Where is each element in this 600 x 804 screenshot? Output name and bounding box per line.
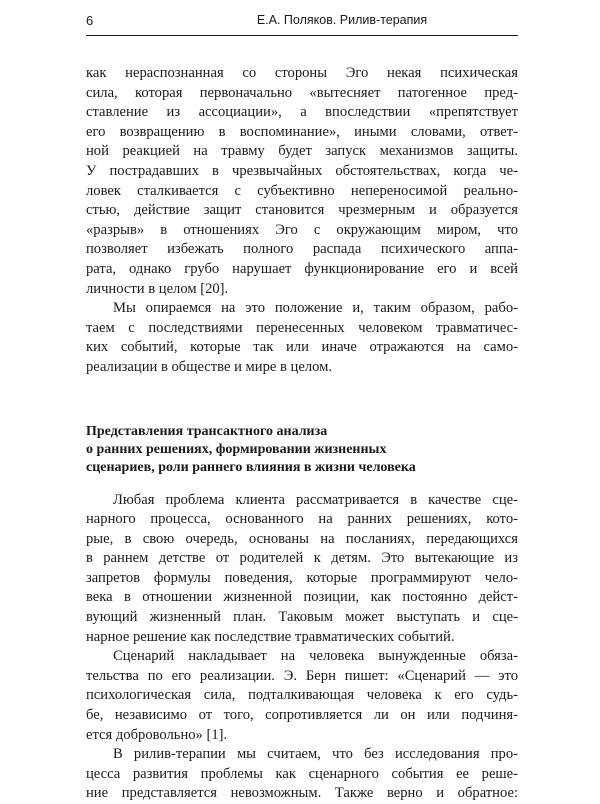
text-line: личности в целом [20]. [86, 280, 229, 297]
text-line: рата, однако грубо нарушает функционирование его и всей [86, 260, 518, 277]
text-line: его возвращению в воспоминание», иными словами, ответ- [86, 123, 518, 140]
text-line: Любая проблема клиента рассматривается в качестве сце- [113, 491, 518, 508]
text-line: В рилив-терапии мы считаем, что без исследования про- [113, 746, 518, 763]
text-line: Представления трансактного анализа [86, 423, 328, 439]
text-line: Мы опираемся на это положение и, таким образом, рабо- [113, 300, 518, 317]
text-line: ловек сталкивается с субъективно непереносимой реально- [86, 182, 518, 199]
paragraph [86, 647, 518, 745]
header-rule [86, 35, 518, 36]
text-line: Сценарий накладывает на человека вынужденные обяза- [113, 648, 518, 665]
text-line: психологическая сила, подталкивающая человека к его судь- [86, 687, 518, 704]
text-line: вующий жизненный план. Таковым может выступать и сце- [86, 609, 518, 626]
text-line: ной реакцией на травму будет запуск механизмов защиты. [86, 143, 518, 160]
text-line: тельства по его реализации. Э. Берн пишет: «Сценарий — это [86, 667, 518, 684]
text-line: У пострадавших в чрезвычайных обстоятельствах, когда че- [86, 162, 518, 179]
text-line: запретов формулы поведения, которые программируют чело- [86, 569, 518, 586]
text-line: века в отношении жизненной позиции, как постоянно дейст- [86, 589, 518, 606]
text-line: о ранних решениях, формировании жизненных [86, 441, 387, 457]
text-line: бе, независимо от того, сопротивляется ли он или подчиня- [86, 707, 518, 724]
text-line: реализации в обществе и мире в целом. [86, 358, 333, 375]
text-line: ется добровольно» [1]. [86, 726, 228, 743]
paragraph [86, 491, 518, 648]
section-title [86, 423, 518, 477]
text-line: сила, которая первоначально «вытесняет патогенное пред- [86, 84, 518, 101]
text-line: ставление из ассоциации», а впоследствии «препятствует [86, 104, 518, 121]
text-line: ние представляется невозможным. Также верно и обратное: [86, 785, 518, 802]
text-line: цесса развития проблемы как сценарного события ее реше- [86, 765, 518, 782]
text-line: в раннем детстве от родителей к детям. Это вытекающие из [86, 550, 518, 567]
text-line: нарного процесса, основанного на ранних решениях, кото- [86, 511, 518, 528]
text-line: рые, в свою очередь, основаны на посланиях, передающихся [86, 530, 518, 547]
page-header [86, 10, 518, 32]
text-line: «разрыв» в отношениях Эго с окружающим миром, что [86, 221, 518, 238]
paragraph [86, 64, 518, 299]
text-line: стью, действие защит становится чрезмерным и образуется [86, 202, 518, 219]
text-line: позволяет избежать полного распада психического аппа- [86, 241, 518, 258]
text-line: нарное решение как последствие травматических событий. [86, 628, 455, 645]
text-line: как нераспознанная со стороны Эго некая психическая [86, 65, 518, 81]
text-line: таем с последствиями перенесенных человеком травматичес- [86, 319, 518, 336]
paragraph [86, 745, 518, 804]
text-line: ких событий, которые так или иначе отражаются на само- [86, 339, 518, 356]
text-line: сценариев, роли раннего влияния в жизни человека [86, 459, 416, 475]
page-body [86, 64, 518, 804]
paragraph [86, 299, 518, 377]
page-number: 6 [86, 13, 94, 28]
running-head: Е.А. Поляков. Рилив-терапия [256, 13, 428, 27]
